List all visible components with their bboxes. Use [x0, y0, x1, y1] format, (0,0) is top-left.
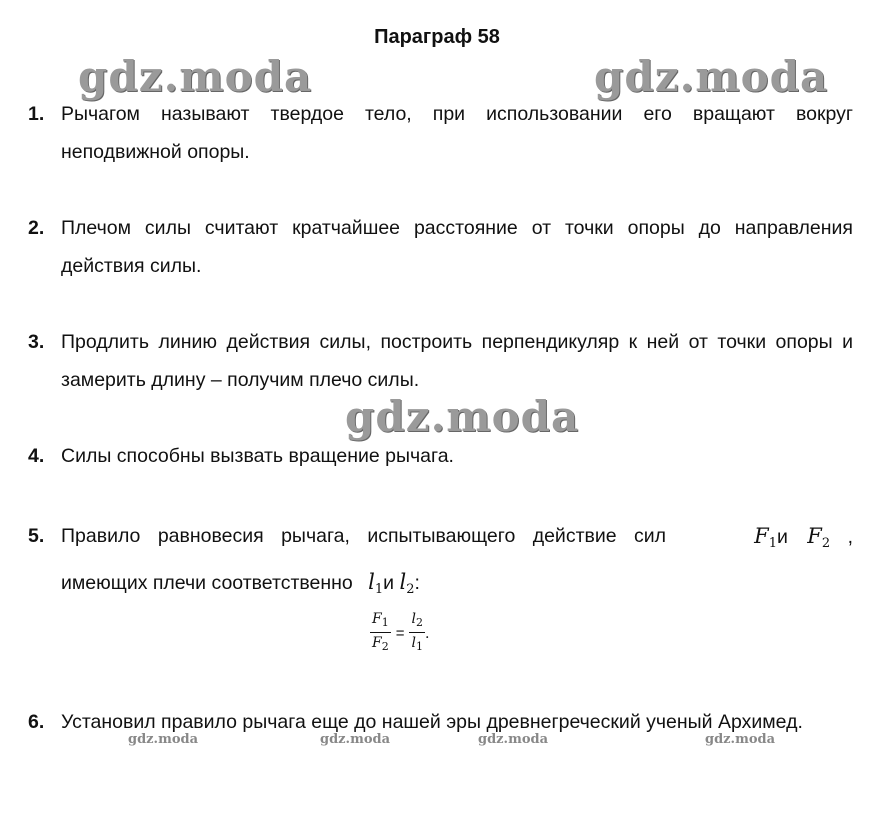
watermark-logo: gdz.moda [345, 392, 580, 441]
equals-sign: = [395, 625, 405, 642]
list-item [28, 517, 853, 609]
item-text: Плечом силы считают кратчайшее расстояние от точки опоры до направления действия силы. [61, 217, 853, 277]
item-text: Установил правило рычага еще до нашей эры древнегреческий ученый Архимед. [61, 711, 803, 733]
watermark-small: gdz.moda [320, 732, 391, 747]
force-ratio: $\frac{F_1}{F_2}$ [372, 611, 389, 653]
item-text-part: имеющих плечи соответственно [61, 572, 353, 594]
item-text: Правило равновесия рычага, испытывающего действие сил $F_1и$ $F_2$ , имеющих плечи соответственно $l_1и$ $l_2$: [61, 517, 853, 609]
list-item [28, 703, 853, 741]
force-list: $F_1и$ $F_2$ , [754, 524, 853, 551]
item-number: 2. [28, 217, 45, 239]
item-number: 3. [28, 331, 45, 353]
list-item [28, 323, 853, 399]
item-number: 5. [28, 525, 45, 547]
list-item [28, 437, 853, 475]
item-number: 4. [28, 445, 45, 467]
arm-ratio: $\frac{l_2}{l_1}$ [411, 611, 423, 653]
list-item [28, 209, 853, 285]
watermark-logo: gdz.moda [594, 52, 829, 101]
lever-formula [370, 610, 429, 657]
item-number: 1. [28, 103, 45, 125]
page-title: Параграф 58 [374, 26, 500, 48]
item-text: Силы способны вызвать вращение рычага. [61, 445, 454, 467]
math-symbol: $F_2$ [807, 524, 831, 551]
watermark-logo: gdz.moda [78, 52, 313, 101]
list-item [28, 95, 853, 171]
item-text-part: Правило равновесия рычага, испытывающего действие сил [61, 525, 667, 547]
watermark-small: gdz.moda [478, 732, 549, 747]
math-symbol: $l_1$ [368, 570, 384, 597]
item-number: 6. [28, 711, 45, 733]
item-text: Продлить линию действия силы, построить перпендикуляр к ней от точки опоры и замерить длину – получим плечо силы. [61, 331, 853, 391]
math-symbol: $l_2$ [399, 570, 415, 597]
math-symbol: $F_1$ [754, 524, 777, 551]
watermark-small: gdz.moda [705, 732, 776, 747]
watermark-small: gdz.moda [128, 732, 199, 747]
formula-period: . [424, 625, 430, 642]
item-text: Рычагом называют твердое тело, при использовании его вращают вокруг неподвижной опоры. [61, 103, 853, 163]
